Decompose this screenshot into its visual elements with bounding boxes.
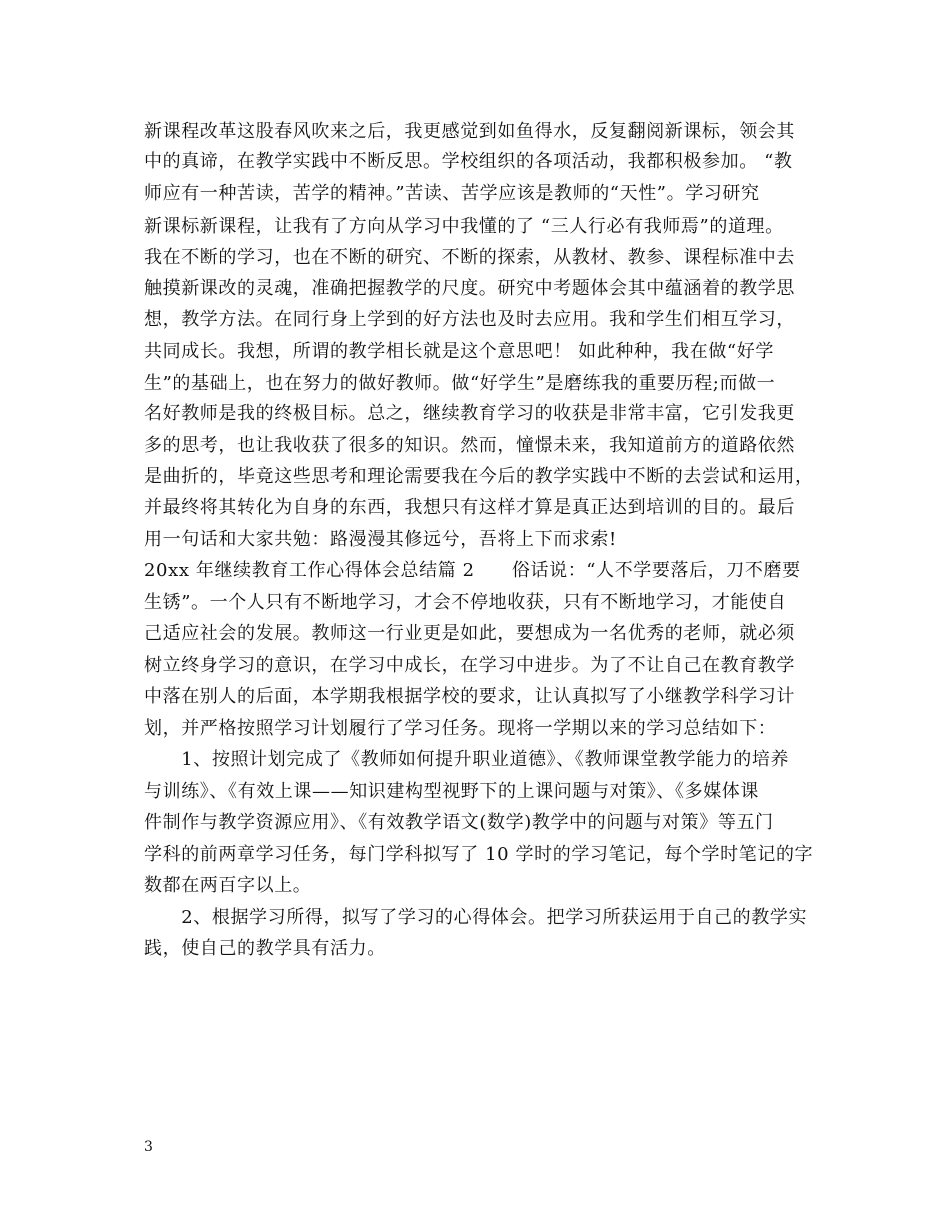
text-line: 生锈”。一个人只有不断地学习，才会不停地收获，只有不断地学习，才能使自 xyxy=(144,592,787,613)
text-line: 与训练》、《有效上课——知识建构型视野下的上课问题与对策》、《多媒体课 xyxy=(144,781,759,802)
text-line: 1、按照计划完成了《教师如何提升职业道德》、《教师课堂教学能力的培养 xyxy=(144,749,790,770)
text-line: 树立终身学习的意识，在学习中成长，在学习中进步。为了不让自己在教育教学 xyxy=(144,655,795,676)
text-line: 划，并严格按照学习计划履行了学习任务。现将一学期以来的学习总结如下： xyxy=(144,718,777,739)
text-line: 己适应社会的发展。教师这一行业更是如此，要想成为一名优秀的老师，就必须 xyxy=(144,623,795,644)
text-line: 20xx 年继续教育工作心得体会总结篇 2 俗话说：“人不学要落后，刀不磨要 xyxy=(144,560,801,581)
text-line: 并最终将其转化为自身的东西，我想只有这样才算是真正达到培训的目的。最后 xyxy=(144,497,795,518)
text-line: 师应有一种苦读，苦学的精神。”苦读、苦学应该是教师的“天性”。学习研究 xyxy=(144,183,760,204)
text-line: 触摸新课改的灵魂，准确把握教学的尺度。研究中考题体会其中蕴涵着的教学思 xyxy=(144,278,795,299)
text-line: 名好教师是我的终极目标。总之，继续教育学习的收获是非常丰富，它引发我更 xyxy=(144,403,795,424)
text-line: 中的真谛，在教学实践中不断反思。学校组织的各项活动，我都积极参加。 “教 xyxy=(144,151,793,172)
text-line: 数都在两百字以上。 xyxy=(144,875,312,896)
text-line: 学科的前两章学习任务，每门学科拟写了 10 学时的学习笔记，每个学时笔记的字 xyxy=(144,844,814,865)
text-line: 2、根据学习所得，拟写了学习的心得体会。把学习所获运用于自己的教学实 xyxy=(144,907,808,928)
text-line: 是曲折的，毕竟这些思考和理论需要我在今后的教学实践中不断的去尝试和运用， xyxy=(144,466,814,487)
text-line: 多的思考，也让我收获了很多的知识。然而，憧憬未来，我知道前方的道路依然 xyxy=(144,435,795,456)
text-line: 想，教学方法。在同行身上学到的好方法也及时去应用。我和学生们相互学习， xyxy=(144,309,795,330)
text-line: 用一句话和大家共勉：路漫漫其修远兮，吾将上下而求索! xyxy=(144,529,617,550)
text-line: 生”的基础上，也在努力的做好教师。做“好学生”是磨练我的重要历程;而做一 xyxy=(144,373,776,394)
text-line: 新课程改革这股春风吹来之后，我更感觉到如鱼得水，反复翻阅新课标，领会其 xyxy=(144,121,795,142)
text-line: 我在不断的学习，也在不断的研究、不断的探索，从教材、教参、课程标准中去 xyxy=(144,247,795,268)
text-line: 件制作与教学资源应用》、《有效教学语文(数学)教学中的问题与对策》等五门 xyxy=(144,812,774,833)
text-line: 中落在别人的后面，本学期我根据学校的要求，让认真拟写了小继教学科学习计 xyxy=(144,686,795,707)
text-line: 新课标新课程，让我有了方向从学习中我懂的了 “三人行必有我师焉”的道理。 xyxy=(144,216,784,237)
text-line: 践，使自己的教学具有活力。 xyxy=(144,938,386,959)
page-number: 3 xyxy=(144,1139,153,1155)
text-line: 共同成长。我想，所谓的教学相长就是这个意思吧！ 如此种种，我在做“好学 xyxy=(144,341,774,362)
